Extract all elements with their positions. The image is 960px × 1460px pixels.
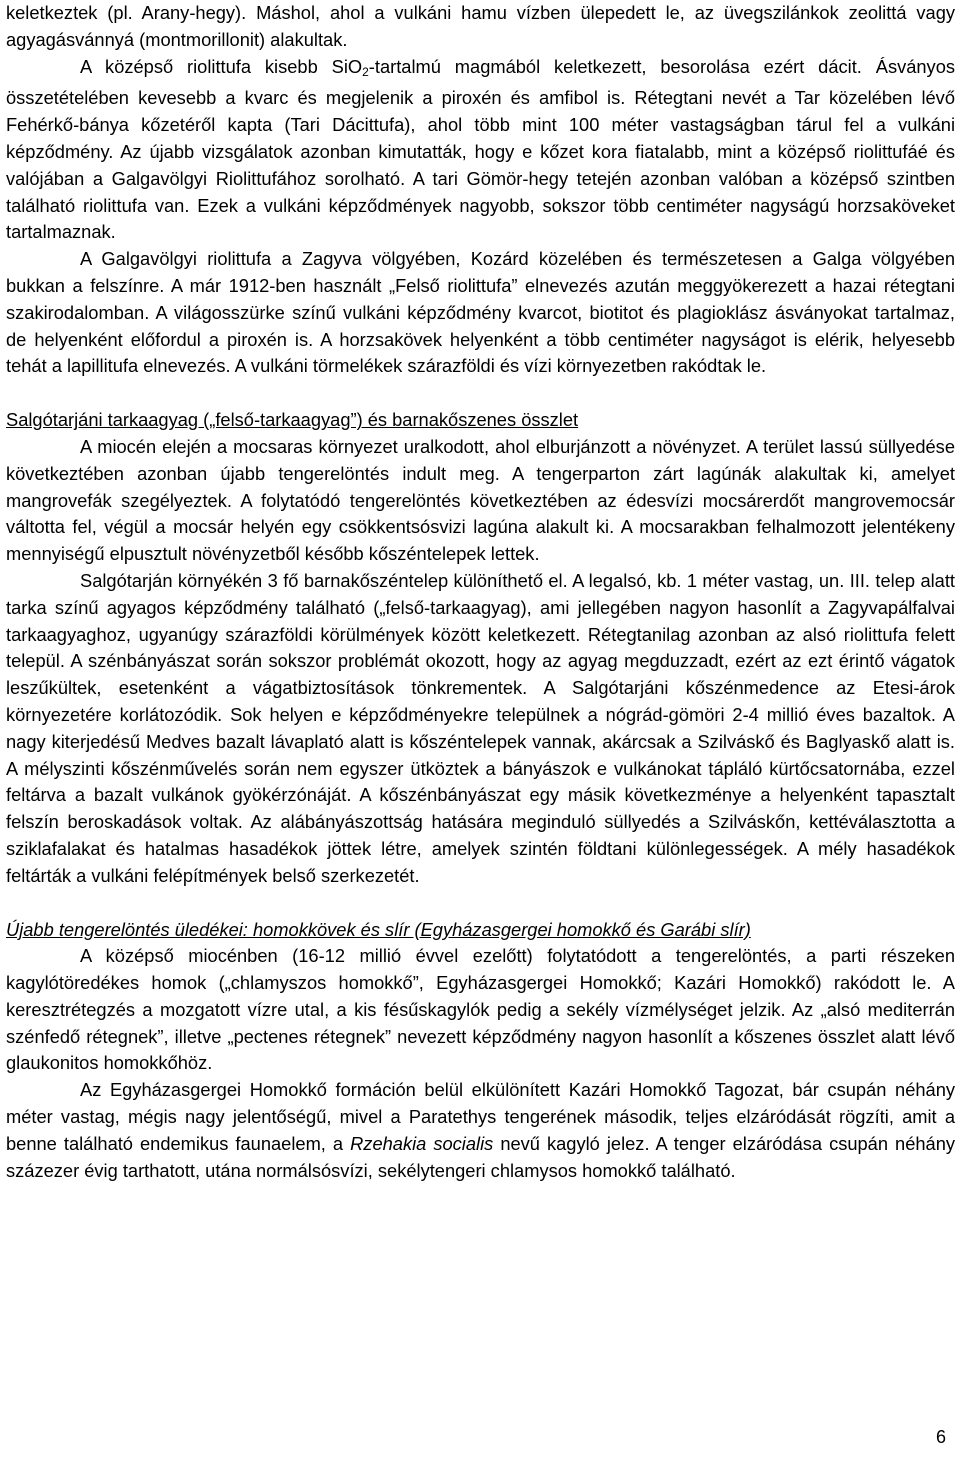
- paragraph-middle-miocene: A középső miocénben (16-12 millió évvel ezelőtt) folytatódott a tengerelöntés, a parti részeken kagylótöredékes homok („chlamyszos homokkő”, Egyházasgergei Homokkő; Kazári Homokkő) rakódott le. A keresztrétegzés a mozgatott vízre utal, a kis fésűskagylók pedig a sekély vízmélységet jelzik. Az „alsó mediterrán szénfedő rétegnek”, illetve „pectenes rétegnek” nevezett képződmény nagyon hasonlít a kőszenes összlet alatt lévő glaukonitos homokkőhöz.: [6, 945, 955, 1074]
- section-heading-transgression: Újabb tengerelöntés üledékei: homokkövek és slír (Egyházasgergei homokkő és Garábi slír): [6, 918, 751, 940]
- section-spacer: [6, 380, 955, 407]
- document-page: [6, 0, 955, 1184]
- paragraph-galgavolgyi-tuff: A Galgavölgyi riolittufa a Zagyva völgyében, Kozárd közelében és természetesen a Galga völgyében bukkan a felszínre. A már 1912-ben használt „Felső riolittufa” elnevezés azután meggyökerezett a hazai rétegtani szakirodalomban. A világosszürke színű vulkáni képződmény kvarcot, biotitot és plagioklász ásványokat tartalmaz, de helyenként előfordul a piroxén is. A horzsakövek helyenként a több centiméter nagyságot is elérik, helyesebb tehát a lapillitufa elnevezés. A vulkáni törmelékek szárazföldi és vízi környezetben rakódtak le.: [6, 248, 955, 377]
- paragraph-text-after-subscript: -tartalmú magmából keletkezett, besorolása ezért dácit. Ásványos összetételében kevesebb a kvarc és megjelenik a piroxén és amfibol is. Rétegtani nevét a Tar közelében lévő Fehérkő-bánya kőzetéről kapta (Tari Dácittufa), ahol több mint 100 méter vastagságban tárul fel a vulkáni képződmény. Az újabb vizsgálatok azonban kimutatták, hogy e kőzet kora fiatalabb, mint a középső riolittufáé és valójában a Galgavölgyi Riolittufához sorolható. A tari Gömör-hegy tetején azonban valóban a középső szintben található riolittufa van. Ezek a vulkáni képződmények nagyobb, sokszor több centiméter nagyságú horzsaköveket tartalmaznak.: [6, 55, 956, 243]
- paragraph-text-before-species: Az Egyházasgergei Homokkő formáción belül elkülönített Kazári Homokkő Tagozat, bár csupán néhány méter vastag, mégis nagy jelentőségű, mivel a Paratethys tengerének második, teljes elzáródását rögzíti, amit a benne található endemikus faunaelem, a: [6, 1079, 955, 1154]
- chemical-subscript: 2: [362, 64, 369, 79]
- paragraph-kazar-sandstone: [6, 1077, 955, 1184]
- paragraph-coal-seams: Salgótarján környékén 3 fő barnakőszéntelep különíthető el. A legalsó, kb. 1 méter vastag, un. III. telep alatt tarka színű agyagos képződmény található („felső-tarkaagyag), ami jellegében nagyon hasonlít a Zagyvapálfalvai tarkaagyaghoz, ugyanúgy szárazföldi körülmények között keletkezett. Rétegtanilag azonban az alsó riolittufa felett települ. A szénbányászat során sokszor problémát okozott, hogy az agyag megduzzadt, ezért az ezt érintő vágatok leszűkültek, esetenként a vágatbiztosítások tönkrementek. A Salgótarjáni kőszénmedence az Etesi-árok környezetére korlátozódik. Sok helyen e képződményekre települnek a nógrád-gömöri 2-4 millió éves bazaltok. A nagy kiterjedésű Medves bazalt lávaplató alatt is kőszéntelepek vannak, akárcsak a Szilváskő és Baglyaskő alatt is. A mélyszinti kőszénművelés során nem egyszer ütköztek a bányászok e vulkánokat tápláló kürtőcsatornába, ezzel feltárva a bazalt vulkánok gyökérzónáját. A kőszénbányászat egy másik következménye a helyenként tapasztalt felszín beroskadások voltak. Az alábányászottság hatására meginduló süllyedés a Szilváskőn, kettéválasztotta a sziklafalakat és hatalmas hasadékok jöttek létre, amelyek szintén földtani különlegességek. A mély hasadékok feltárták a vulkáni felépítmények belső szerkezetét.: [6, 569, 955, 886]
- paragraph-middle-rhyolite-tuff: [6, 54, 955, 247]
- paragraph-continued: keletkeztek (pl. Arany-hegy). Máshol, ahol a vulkáni hamu vízben ülepedett le, az üvegszilánkok zeolittá vagy agyagásvánnyá (montmorillonit) alakultak.: [6, 2, 955, 50]
- paragraph-text-after-species: nevű kagyló jelez. A tenger elzáródása csupán néhány százezer évig tarthatott, utána normálsósvízi, sekélytengeri chlamysos homokkő található.: [6, 1132, 956, 1181]
- paragraph-miocene-swamp: A miocén elején a mocsaras környezet uralkodott, ahol elburjánzott a növényzet. A terület lassú süllyedése következtében azonban újabb tengerelöntés indult meg. A tengerparton zárt lagúnák alakultak ki, amelyet mangrovefák szegélyeztek. A folytatódó tengerelöntés következtében az édesvízi mocsárerdőt mangrovemocsár váltotta fel, végül a mocsár helyén egy csökkentsósvizi lagúna alakult ki. A mocsarakban felhalmozott jelentékeny mennyiségű elpusztult növényzetből később kőszéntelepek lettek.: [6, 435, 955, 565]
- section-spacer: [6, 890, 955, 917]
- paragraph-text-before-subscript: A középső riolittufa kisebb SiO: [80, 55, 363, 77]
- section-heading-salgotarjan: Salgótarjáni tarkaagyag („felső-tarkaagyag”) és barnakőszenes összlet: [6, 409, 579, 431]
- species-name: Rzehakia socialis: [350, 1132, 494, 1154]
- page-number: 6: [935, 1427, 946, 1447]
